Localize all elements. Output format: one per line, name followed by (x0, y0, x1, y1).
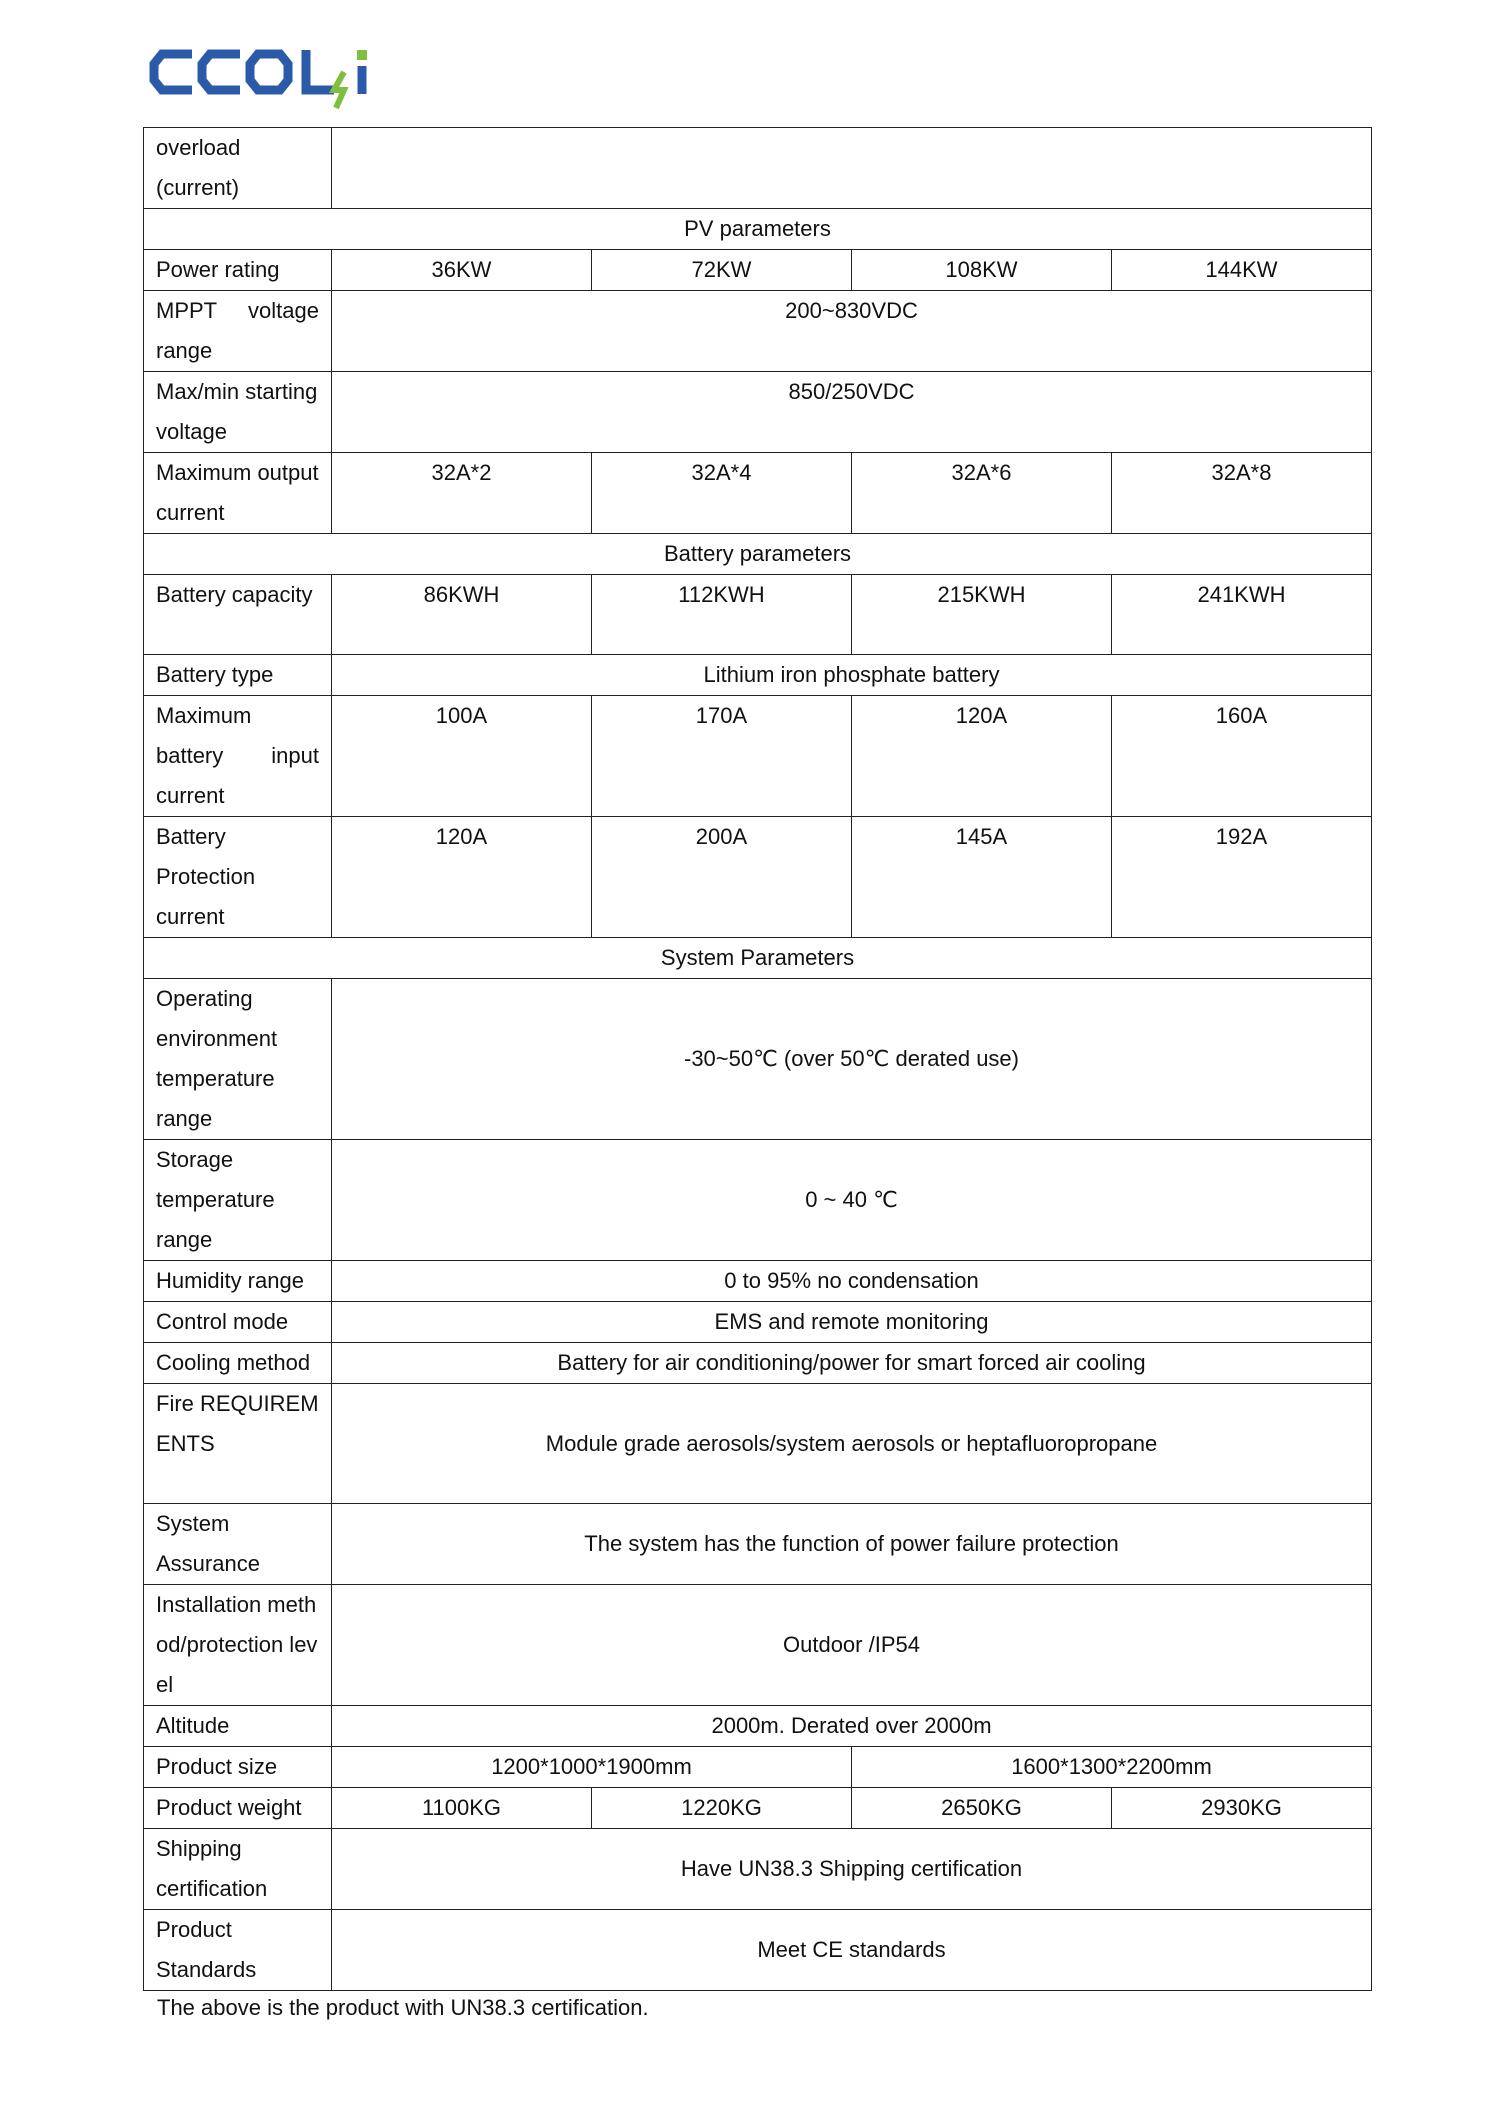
row-value: 36KW (332, 250, 592, 291)
row-value: 144KW (1112, 250, 1372, 291)
table-row (144, 1261, 1372, 1302)
row-value: The system has the function of power failure protection (332, 1504, 1372, 1585)
table-row (144, 1343, 1372, 1384)
table-row (144, 575, 1372, 655)
table-row (144, 1706, 1372, 1747)
row-value: 112KWH (592, 575, 852, 655)
section-title: PV parameters (144, 209, 1372, 250)
row-value: 241KWH (1112, 575, 1372, 655)
table-row (144, 696, 1372, 817)
row-value: 215KWH (852, 575, 1112, 655)
table-row (144, 1829, 1372, 1910)
row-value: 170A (592, 696, 852, 817)
row-value: Outdoor /IP54 (332, 1585, 1372, 1706)
table-row (144, 1302, 1372, 1343)
section-header-row (144, 534, 1372, 575)
row-label: Cooling method (144, 1343, 332, 1384)
row-label: Shipping certification (144, 1829, 332, 1910)
row-label: Product weight (144, 1788, 332, 1829)
cooli-logo (148, 42, 388, 112)
table-row (144, 1504, 1372, 1585)
footnote: The above is the product with UN38.3 certification. (157, 1995, 649, 2020)
row-label: Maximum battery input current (144, 696, 332, 817)
section-title: Battery parameters (144, 534, 1372, 575)
section-title: System Parameters (144, 938, 1372, 979)
table-row (144, 1910, 1372, 1991)
row-label: MPPT voltage range (144, 291, 332, 372)
row-value: 1220KG (592, 1788, 852, 1829)
table-row (144, 1788, 1372, 1829)
table-row (144, 979, 1372, 1140)
row-label: Max/min starting voltage (144, 372, 332, 453)
row-value (332, 128, 1372, 209)
row-label: Product size (144, 1747, 332, 1788)
row-value: 1600*1300*2200mm (852, 1747, 1372, 1788)
row-value: Module grade aerosols/system aerosols or heptafluoropropane (332, 1384, 1372, 1504)
row-value: 145A (852, 817, 1112, 938)
section-header-row (144, 938, 1372, 979)
row-value: Lithium iron phosphate battery (332, 655, 1372, 696)
row-value: 850/250VDC (332, 372, 1372, 453)
row-label: Fire REQUIREMENTS (144, 1384, 332, 1504)
cooli-logo-mark (148, 42, 388, 112)
row-value: 32A*4 (592, 453, 852, 534)
row-value: 0 to 95% no condensation (332, 1261, 1372, 1302)
row-label: Power rating (144, 250, 332, 291)
row-value: 2930KG (1112, 1788, 1372, 1829)
row-value: 86KWH (332, 575, 592, 655)
row-label: overload (current) (144, 128, 332, 209)
row-value: 32A*2 (332, 453, 592, 534)
row-value: 0 ~ 40 ℃ (332, 1140, 1372, 1261)
table-row (144, 1585, 1372, 1706)
row-value: 120A (332, 817, 592, 938)
row-label: Product Standards (144, 1910, 332, 1991)
table-row (144, 372, 1372, 453)
table-row (144, 453, 1372, 534)
row-value: Have UN38.3 Shipping certification (332, 1829, 1372, 1910)
row-value: 1200*1000*1900mm (332, 1747, 852, 1788)
row-value: 120A (852, 696, 1112, 817)
table-row (144, 1140, 1372, 1261)
row-label: Operating environment temperature range (144, 979, 332, 1140)
row-label: Maximum output current (144, 453, 332, 534)
row-value: 72KW (592, 250, 852, 291)
row-label: System Assurance (144, 1504, 332, 1585)
row-value: -30~50℃ (over 50℃ derated use) (332, 979, 1372, 1140)
table-row (144, 817, 1372, 938)
row-label: Humidity range (144, 1261, 332, 1302)
row-value: 2000m. Derated over 2000m (332, 1706, 1372, 1747)
row-value: 200A (592, 817, 852, 938)
row-value: 160A (1112, 696, 1372, 817)
row-value: 32A*6 (852, 453, 1112, 534)
row-value: Meet CE standards (332, 1910, 1372, 1991)
row-label: Storage temperature range (144, 1140, 332, 1261)
row-label: Control mode (144, 1302, 332, 1343)
table-row (144, 655, 1372, 696)
row-label: Battery capacity (144, 575, 332, 655)
row-value: Battery for air conditioning/power for smart forced air cooling (332, 1343, 1372, 1384)
row-label: Battery type (144, 655, 332, 696)
row-value: 1100KG (332, 1788, 592, 1829)
table-row (144, 250, 1372, 291)
specifications-table (143, 127, 1372, 1991)
row-value: 2650KG (852, 1788, 1112, 1829)
table-row (144, 1384, 1372, 1504)
row-value: 192A (1112, 817, 1372, 938)
table-row (144, 1747, 1372, 1788)
table-row (144, 291, 1372, 372)
row-value: 100A (332, 696, 592, 817)
row-label: Altitude (144, 1706, 332, 1747)
row-value: 32A*8 (1112, 453, 1372, 534)
row-label: Battery Protection current (144, 817, 332, 938)
row-value: EMS and remote monitoring (332, 1302, 1372, 1343)
table-row (144, 128, 1372, 209)
row-label: Installation method/protection level (144, 1585, 332, 1706)
section-header-row (144, 209, 1372, 250)
row-value: 200~830VDC (332, 291, 1372, 372)
row-value: 108KW (852, 250, 1112, 291)
